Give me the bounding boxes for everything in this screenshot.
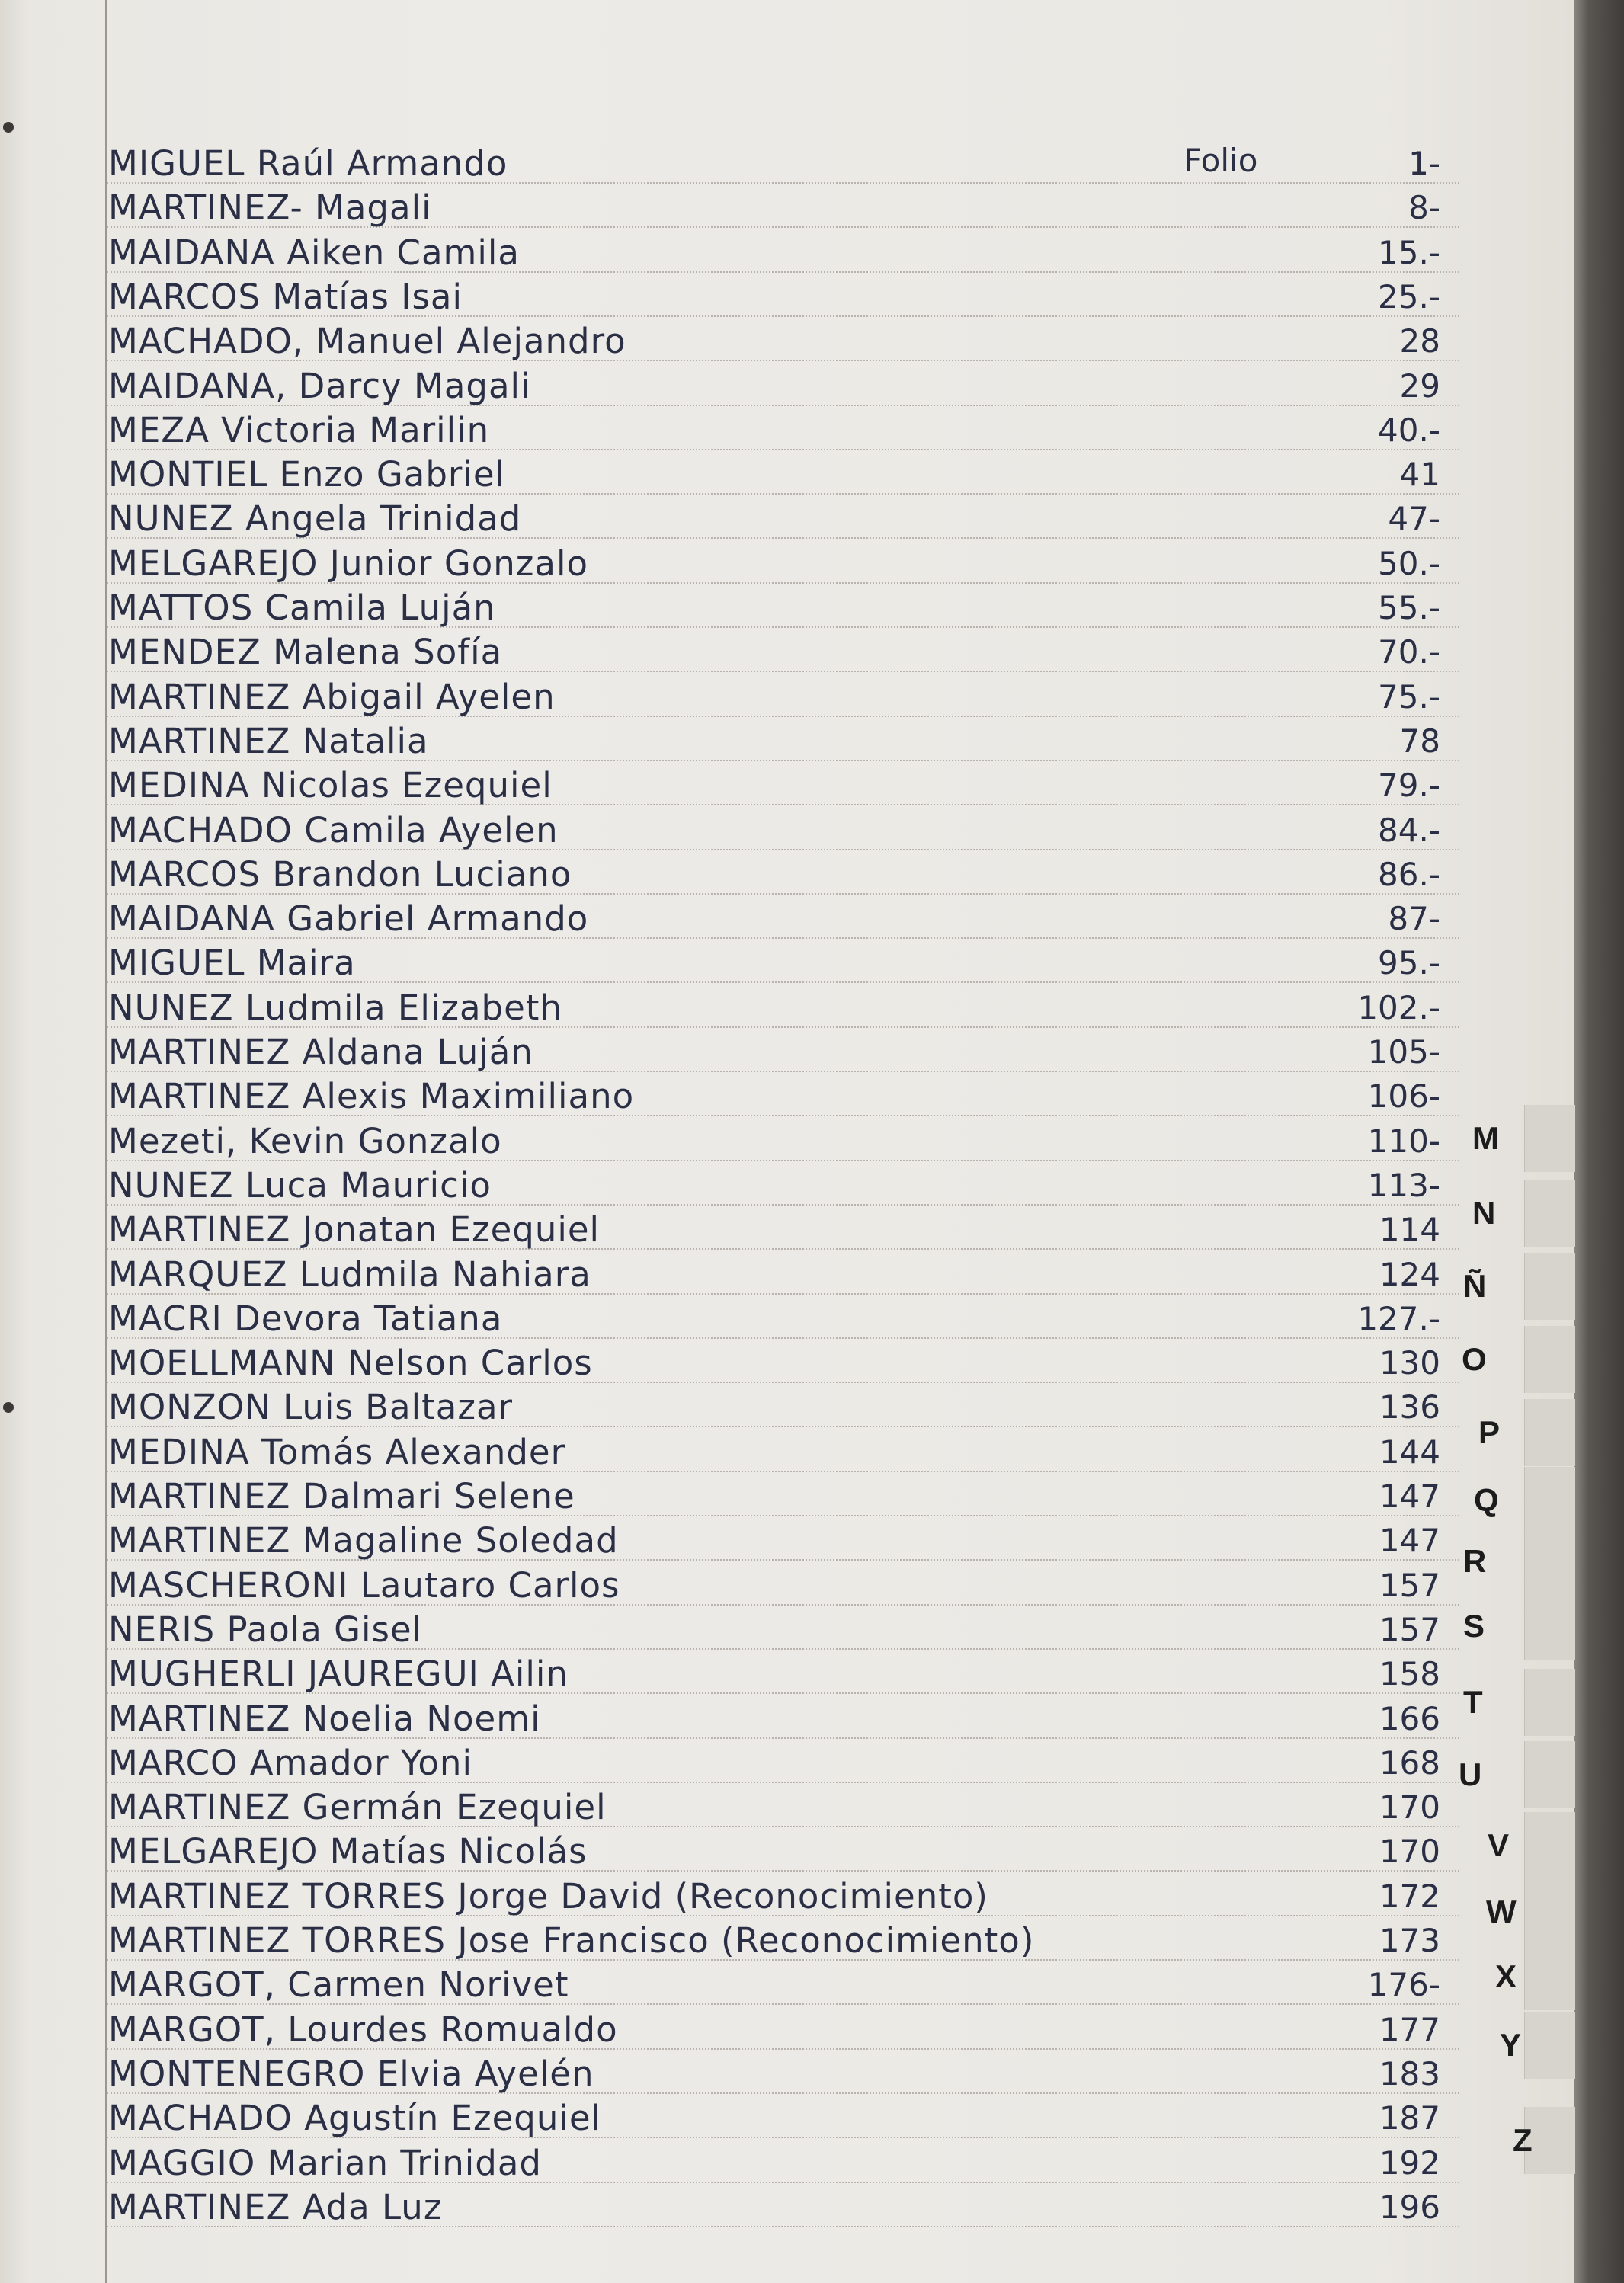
entry-name: MARTINEZ Natalia — [108, 721, 429, 761]
entry-name: MARTINEZ TORRES Jose Francisco (Reconocimiento) — [108, 1920, 1035, 1961]
entry-name: MIGUEL Raúl Armando — [108, 143, 508, 184]
entry-name: NUNEZ Luca Mauricio — [108, 1165, 492, 1206]
index-tab-2[interactable] — [1452, 1250, 1574, 1320]
entry-name: MARTINEZ Magaline Soledad — [108, 1520, 619, 1561]
entry-name: MATTOS Camila Luján — [108, 588, 496, 628]
index-tab-11[interactable] — [1452, 1875, 1574, 1945]
entry-folio-number: 144 — [1379, 1433, 1440, 1471]
entry-folio-number: 196 — [1379, 2189, 1440, 2226]
index-tab-3[interactable] — [1452, 1323, 1574, 1393]
index-tab-letter: O — [1462, 1341, 1487, 1377]
index-tab-8[interactable] — [1452, 1666, 1574, 1736]
index-tab-1[interactable] — [1452, 1177, 1574, 1247]
entry-folio-number: 127.- — [1357, 1300, 1440, 1337]
index-tab-letter: Ñ — [1463, 1268, 1487, 1304]
index-tab-7[interactable] — [1452, 1590, 1574, 1660]
entry-folio-number: 75.- — [1378, 678, 1440, 716]
entry-name: Mezeti, Kevin Gonzalo — [108, 1121, 502, 1161]
binder-hole — [3, 1402, 14, 1413]
entry-name: MARTINEZ Germán Ezequiel — [108, 1787, 607, 1827]
entry-folio-number: 86.- — [1378, 856, 1440, 893]
entry-folio-number: 157 — [1379, 1567, 1440, 1604]
entry-folio-number: 8- — [1408, 189, 1440, 226]
entry-name: MENDEZ Malena Sofía — [108, 632, 503, 672]
index-tab-letter: M — [1472, 1120, 1499, 1156]
entry-folio-number: 176- — [1367, 1966, 1440, 2003]
entry-folio-number: 102.- — [1357, 989, 1440, 1026]
entry-folio-number: 84.- — [1378, 812, 1440, 849]
index-tab-letter: V — [1488, 1827, 1510, 1863]
entry-name: MOELLMANN Nelson Carlos — [108, 1343, 593, 1383]
entry-name: MARCOS Brandon Luciano — [108, 854, 572, 895]
index-tab-letter: Z — [1513, 2122, 1533, 2158]
entry-folio-number: 173 — [1379, 1922, 1440, 1959]
index-tab-5[interactable] — [1452, 1464, 1574, 1534]
entry-folio-number: 147 — [1379, 1522, 1440, 1559]
entry-name: MARTINEZ Abigail Ayelen — [108, 677, 556, 717]
entry-folio-number: 1- — [1408, 145, 1440, 182]
index-tab-0[interactable] — [1452, 1102, 1574, 1172]
entry-name: MONTENEGRO Elvia Ayelén — [108, 2054, 594, 2094]
entry-name: MEZA Victoria Marilin — [108, 410, 490, 450]
index-tab-4[interactable] — [1452, 1396, 1574, 1466]
entry-name: MARTINEZ Ada Luz — [108, 2187, 443, 2227]
entry-name: MARCOS Matías Isai — [108, 277, 463, 317]
index-tab-letter: N — [1472, 1195, 1496, 1231]
entry-name: MAGGIO Marian Trinidad — [108, 2143, 542, 2183]
index-tab-9[interactable] — [1452, 1738, 1574, 1808]
entry-folio-number: 170 — [1379, 1833, 1440, 1870]
entry-name: MAIDANA Gabriel Armando — [108, 898, 589, 939]
entry-name: MARTINEZ Noelia Noemi — [108, 1699, 541, 1739]
entry-name: MARTINEZ Alexis Maximiliano — [108, 1076, 635, 1116]
entry-folio-number: 157 — [1379, 1611, 1440, 1648]
entry-folio-number: 168 — [1379, 1744, 1440, 1782]
entry-name: MEDINA Nicolas Ezequiel — [108, 765, 553, 805]
entry-name: MACHADO, Manuel Alejandro — [108, 321, 626, 361]
entry-folio-number: 110- — [1367, 1122, 1440, 1160]
entry-name: MARTINEZ Dalmari Selene — [108, 1476, 575, 1516]
entry-folio-number: 25.- — [1378, 278, 1440, 315]
entry-name: MONTIEL Enzo Gabriel — [108, 454, 506, 495]
entry-folio-number: 170 — [1379, 1788, 1440, 1826]
index-tab-letter: S — [1463, 1608, 1485, 1644]
entry-name: MARTINEZ TORRES Jorge David (Reconocimiento) — [108, 1876, 988, 1916]
entry-name: MAIDANA Aiken Camila — [108, 232, 520, 273]
entry-folio-number: 55.- — [1378, 589, 1440, 626]
entry-name: MARQUEZ Ludmila Nahiara — [108, 1254, 591, 1295]
page-edge — [1574, 0, 1624, 2283]
entry-folio-number: 147 — [1379, 1478, 1440, 1515]
index-tab-letter: P — [1478, 1414, 1501, 1450]
index-tab-letter: Q — [1474, 1482, 1499, 1518]
entry-folio-number: 114 — [1379, 1211, 1440, 1248]
entry-folio-number: 192 — [1379, 2144, 1440, 2182]
entry-folio-number: 29 — [1399, 367, 1440, 405]
index-tab-10[interactable] — [1452, 1809, 1574, 1879]
entry-folio-number: 40.- — [1378, 411, 1440, 449]
entry-folio-number: 41 — [1399, 456, 1440, 493]
entry-folio-number: 113- — [1367, 1167, 1440, 1204]
entry-folio-number: 130 — [1379, 1344, 1440, 1382]
entry-name: MARTINEZ Aldana Luján — [108, 1032, 533, 1072]
entry-folio-number: 87- — [1388, 900, 1440, 937]
entry-name: MELGAREJO Junior Gonzalo — [108, 543, 588, 584]
entry-name: MASCHERONI Lautaro Carlos — [108, 1565, 620, 1606]
margin-line — [105, 0, 107, 2283]
entry-name: MUGHERLI JAUREGUI Ailin — [108, 1654, 569, 1694]
entry-folio-number: 79.- — [1378, 767, 1440, 804]
entry-folio-number: 78 — [1399, 722, 1440, 760]
entry-folio-number: 105- — [1367, 1033, 1440, 1071]
entry-name: MIGUEL Maira — [108, 943, 356, 983]
entry-folio-number: 183 — [1379, 2055, 1440, 2092]
entry-name: MARGOT, Carmen Norivet — [108, 1964, 569, 2005]
entry-folio-number: 172 — [1379, 1878, 1440, 1915]
entry-name: MELGAREJO Matías Nicolás — [108, 1831, 588, 1872]
entry-folio-number: 166 — [1379, 1700, 1440, 1737]
index-tab-letter: R — [1463, 1543, 1487, 1579]
entry-name: MARTINEZ Jonatan Ezequiel — [108, 1209, 601, 1250]
index-tab-letter: X — [1495, 1958, 1517, 1994]
entry-folio-number: 124 — [1379, 1256, 1440, 1293]
folio-column-header: Folio — [1184, 142, 1258, 179]
entry-folio-number: 15.- — [1378, 234, 1440, 271]
entry-folio-number: 106- — [1367, 1077, 1440, 1115]
entry-name: NUNEZ Angela Trinidad — [108, 498, 522, 539]
index-tab-letter: Y — [1500, 2027, 1522, 2063]
entry-folio-number: 70.- — [1378, 633, 1440, 671]
entry-name: MARTINEZ- Magali — [108, 187, 432, 228]
entry-name: MACHADO Agustín Ezequiel — [108, 2098, 602, 2138]
index-tab-letter: W — [1486, 1894, 1517, 1929]
entry-name: MACRI Devora Tatiana — [108, 1298, 503, 1339]
entry-name: MARGOT, Lourdes Romualdo — [108, 2009, 618, 2050]
entry-folio-number: 158 — [1379, 1655, 1440, 1692]
index-tab-6[interactable] — [1452, 1525, 1574, 1595]
entry-name: NERIS Paola Gisel — [108, 1609, 423, 1650]
index-tab-13[interactable] — [1452, 2009, 1574, 2079]
entry-name: MACHADO Camila Ayelen — [108, 810, 559, 850]
entry-folio-number: 177 — [1379, 2011, 1440, 2048]
index-tab-letter: T — [1463, 1684, 1483, 1720]
entry-name: MAIDANA, Darcy Magali — [108, 366, 531, 406]
entry-folio-number: 136 — [1379, 1388, 1440, 1426]
entry-folio-number: 47- — [1388, 500, 1440, 537]
entry-name: NUNEZ Ludmila Elizabeth — [108, 988, 562, 1028]
entry-name: MONZON Luis Baltazar — [108, 1387, 514, 1427]
index-tab-letter: U — [1459, 1756, 1482, 1792]
binder-hole — [3, 122, 14, 133]
entry-folio-number: 95.- — [1378, 944, 1440, 981]
entry-folio-number: 50.- — [1378, 545, 1440, 582]
entry-folio-number: 28 — [1399, 322, 1440, 360]
entry-name: MARCO Amador Yoni — [108, 1743, 472, 1783]
index-tab-12[interactable] — [1452, 1940, 1574, 2010]
index-tab-14[interactable] — [1452, 2104, 1574, 2174]
entry-folio-number: 187 — [1379, 2099, 1440, 2137]
entry-name: MEDINA Tomás Alexander — [108, 1432, 566, 1472]
